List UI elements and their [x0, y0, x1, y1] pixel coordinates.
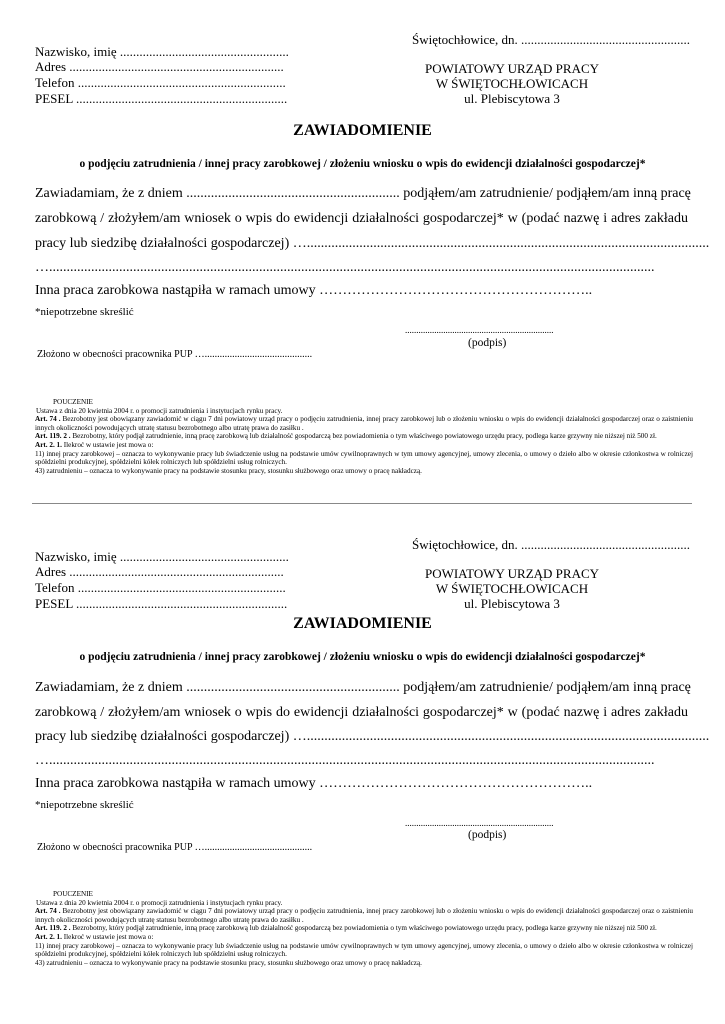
legal-p43: 43) zatrudnieniu – oznacza to wykonywanie pracy na podstawie stosunku pracy, stosunku służbowego oraz umowy o pracę nakładczą. — [35, 958, 422, 967]
legal-art119: Art. 119. 2 . Bezrobotny, który podjął zatrudnienie, inną pracę zarobkową lub działalność gospodarczą bez powiadomienia o tym właściwego powiatowego urzędu pracy, podlega karze grzywny nie niższej niż 500 zł. — [35, 432, 657, 441]
office-name: POWIATOWY URZĄD PRACY — [424, 61, 600, 76]
phone-field[interactable]: Telefon ................................................................ — [35, 75, 286, 90]
notification-form — [0, 505, 725, 1010]
city-date-line[interactable]: Świętochłowice, dn. .................................................... — [412, 32, 691, 47]
office-city: W ŚWIĘTOCHŁOWICACH — [435, 76, 589, 91]
office-city: W ŚWIĘTOCHŁOWICACH — [435, 581, 589, 596]
name-field[interactable]: Nazwisko, imię .................................................... — [35, 44, 289, 59]
body-line-continuation[interactable]: …............................................................................................................................................................................. — [35, 753, 655, 768]
address-field[interactable]: Adres .................................................................. — [35, 59, 284, 74]
legal-notice — [35, 890, 693, 967]
notification-form — [0, 0, 725, 505]
name-field[interactable]: Nazwisko, imię .................................................... — [35, 549, 289, 564]
legal-p11: 11) innej pracy zarobkowej – oznacza to wykonywanie pracy lub świadczenie usług na podstawie umów cywilnoprawnych w tym umowy agencyjnej, umowy zlecenia, o umowy o dzieło albo w okresie członkostwa w rolniczej spółdzielni produkcyjnej, spółdzielni kółek rolniczych lub spółdzielni usług rolniczych. — [35, 941, 693, 959]
witness-field[interactable]: Złożono w obecności pracownika PUP …........................................... — [37, 842, 313, 853]
body-line-workplace[interactable]: pracy lub siedzibę działalności gospodarczej) …................................................................................................................... — [35, 236, 710, 251]
body-line-continuation[interactable]: …............................................................................................................................................................................. — [35, 260, 655, 275]
body-line-start-date[interactable]: Zawiadamiam, że z dniem ............................................................. podjąłem/am zatrudnienie/ podjąłem/am inną pracę — [35, 186, 691, 201]
office-street: ul. Plebiscytowa 3 — [464, 596, 560, 611]
office-name: POWIATOWY URZĄD PRACY — [424, 566, 600, 581]
signature-field[interactable]: .................................................................. — [405, 818, 554, 828]
phone-field[interactable]: Telefon ................................................................ — [35, 580, 286, 595]
body-line-employment: zarobkową / złożyłem/am wniosek o wpis do ewidencji działalności gospodarczej* w (podać nazwę i adres zakładu — [35, 705, 688, 720]
cut-line-divider — [32, 503, 692, 504]
legal-art2: Art. 2. 1. Ilekroć w ustawie jest mowa o: — [35, 440, 154, 449]
form-subtitle: o podjęciu zatrudnienia / innej pracy zarobkowej / złożeniu wniosku o wpis do ewidencji działalności gospodarczej* — [79, 158, 646, 170]
body-line-start-date[interactable]: Zawiadamiam, że z dniem ............................................................. podjąłem/am zatrudnienie/ podjąłem/am inną pracę — [35, 680, 691, 695]
strike-note: *niepotrzebne skreślić — [35, 799, 134, 811]
pesel-field[interactable]: PESEL ................................................................. — [35, 596, 288, 611]
form-title: ZAWIADOMIENIE — [293, 615, 432, 632]
body-line-workplace[interactable]: pracy lub siedzibę działalności gospodarczej) …................................................................................................................... — [35, 729, 710, 744]
city-date-line[interactable]: Świętochłowice, dn. .................................................... — [412, 537, 691, 552]
legal-notice — [35, 398, 693, 475]
legal-heading: POUCZENIE — [53, 890, 93, 898]
legal-act: Ustawa z dnia 20 kwietnia 2004 r. o promocji zatrudnienia i instytucjach rynku pracy. — [36, 898, 283, 907]
witness-field[interactable]: Złożono w obecności pracownika PUP …........................................... — [37, 349, 313, 360]
legal-art74: Art. 74 . Bezrobotny jest obowiązany zawiadomić w ciągu 7 dni powiatowy urząd pracy o podjęciu zatrudnienia, innej pracy zarobkowej lub o złożeniu wniosku o wpis do ewidencji działalności gospodarczej oraz o zaistnieniu innych okoliczności powodujących utratę statusu bezrobotnego albo utratę prawa do zasiłku . — [35, 415, 693, 432]
body-line-contract[interactable]: Inna praca zarobkowa nastąpiła w ramach umowy ………………………………………………….. — [35, 283, 593, 298]
legal-art2: Art. 2. 1. Ilekroć w ustawie jest mowa o: — [35, 932, 154, 941]
legal-act: Ustawa z dnia 20 kwietnia 2004 r. o promocji zatrudnienia i instytucjach rynku pracy. — [36, 406, 283, 415]
body-line-contract[interactable]: Inna praca zarobkowa nastąpiła w ramach umowy ………………………………………………….. — [35, 776, 593, 791]
strike-note: *niepotrzebne skreślić — [35, 306, 134, 318]
signature-label: (podpis) — [468, 337, 507, 349]
address-field[interactable]: Adres .................................................................. — [35, 564, 284, 579]
form-subtitle: o podjęciu zatrudnienia / innej pracy zarobkowej / złożeniu wniosku o wpis do ewidencji działalności gospodarczej* — [79, 651, 646, 663]
office-street: ul. Plebiscytowa 3 — [464, 91, 560, 106]
legal-p43: 43) zatrudnieniu – oznacza to wykonywanie pracy na podstawie stosunku pracy, stosunku służbowego oraz umowy o pracę nakładczą. — [35, 466, 422, 475]
legal-heading: POUCZENIE — [53, 398, 93, 406]
pesel-field[interactable]: PESEL ................................................................. — [35, 91, 288, 106]
legal-p11: 11) innej pracy zarobkowej – oznacza to wykonywanie pracy lub świadczenie usług na podstawie umów cywilnoprawnych w tym umowy agencyjnej, umowy zlecenia, o umowy o dzieło albo w okresie członkostwa w rolniczej spółdzielni produkcyjnej, spółdzielni kółek rolniczych lub spółdzielni usług rolniczych. — [35, 449, 693, 467]
body-line-employment: zarobkową / złożyłem/am wniosek o wpis do ewidencji działalności gospodarczej* w (podać nazwę i adres zakładu — [35, 211, 688, 226]
legal-art119: Art. 119. 2 . Bezrobotny, który podjął zatrudnienie, inną pracę zarobkową lub działalność gospodarczą bez powiadomienia o tym właściwego powiatowego urzędu pracy, podlega karze grzywny nie niższej niż 500 zł. — [35, 924, 657, 933]
signature-label: (podpis) — [468, 829, 507, 841]
legal-art74: Art. 74 . Bezrobotny jest obowiązany zawiadomić w ciągu 7 dni powiatowy urząd pracy o podjęciu zatrudnienia, innej pracy zarobkowej lub o złożeniu wniosku o wpis do ewidencji działalności gospodarczej oraz o zaistnieniu innych okoliczności powodujących utratę statusu bezrobotnego albo utratę prawa do zasiłku . — [35, 907, 693, 924]
signature-field[interactable]: .................................................................. — [405, 325, 554, 335]
form-title: ZAWIADOMIENIE — [293, 122, 432, 139]
